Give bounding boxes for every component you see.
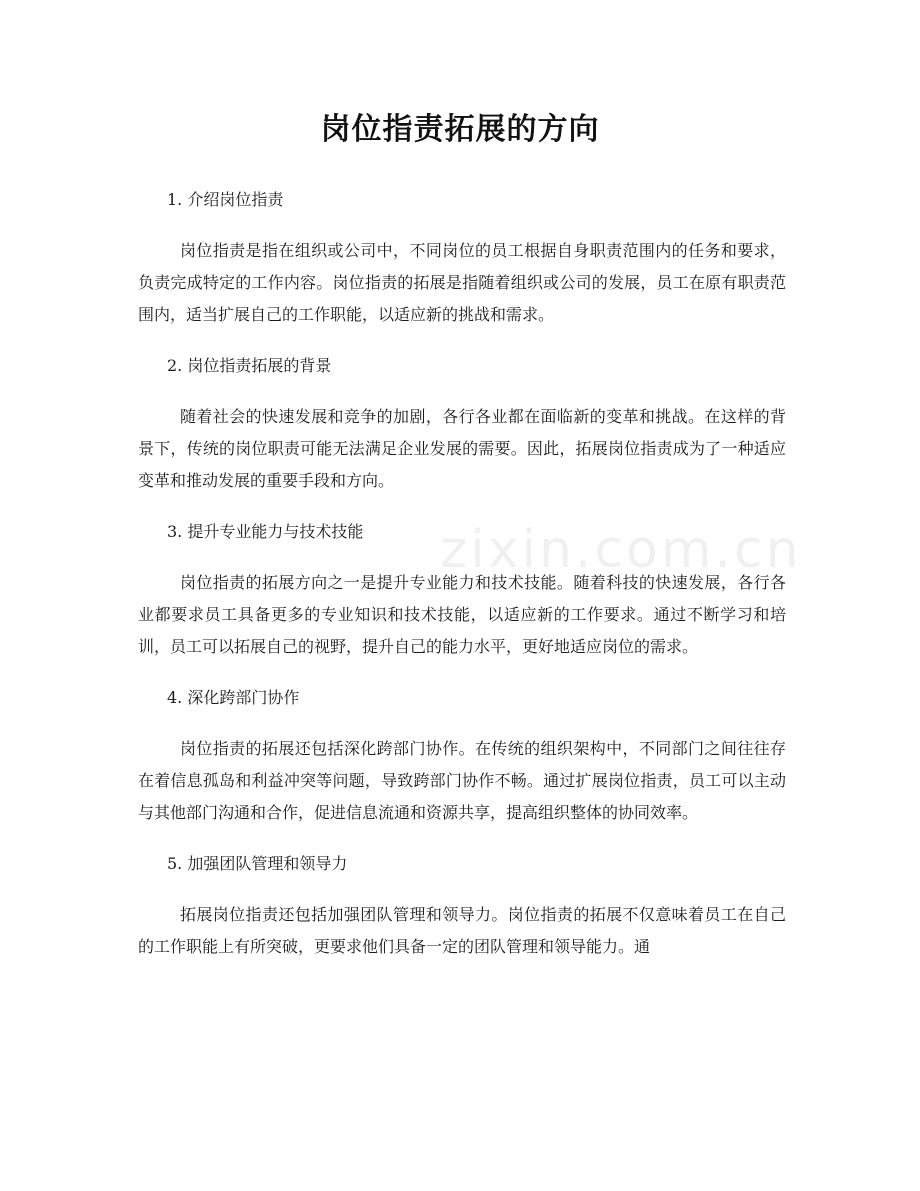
section-4 (138, 682, 786, 829)
section-5 (138, 848, 786, 963)
section-paragraph: 岗位指责的拓展还包括深化跨部门协作。在传统的组织架构中，不同部门之间往往存在着信息孤岛和利益冲突等问题，导致跨部门协作不畅。通过扩展岗位指责，员工可以主动与其他部门沟通和合作，促进信息流通和资源共享，提高组织整体的协同效率。 (138, 739, 786, 822)
section-heading: 4. 深化跨部门协作 (167, 688, 300, 707)
section-heading: 2. 岗位指责拓展的背景 (167, 356, 332, 375)
section-heading: 3. 提升专业能力与技术技能 (167, 522, 364, 541)
section-paragraph: 随着社会的快速发展和竞争的加剧，各行各业都在面临新的变革和挑战。在这样的背景下，传统的岗位职责可能无法满足企业发展的需要。因此，拓展岗位指责成为了一种适应变革和推动发展的重要手段和方向。 (138, 407, 786, 490)
section-1 (138, 184, 786, 331)
watermark: zixin.com.cn (440, 520, 802, 580)
section-2 (138, 350, 786, 497)
page-title: 岗位指责拓展的方向 (320, 112, 600, 147)
section-3 (138, 516, 786, 663)
document-body (138, 184, 786, 982)
section-paragraph: 拓展岗位指责还包括加强团队管理和领导力。岗位指责的拓展不仅意味着员工在自己的工作职能上有所突破，更要求他们具备一定的团队管理和领导能力。通 (138, 905, 786, 956)
section-paragraph: 岗位指责是指在组织或公司中，不同岗位的员工根据自身职责范围内的任务和要求，负责完成特定的工作内容。岗位指责的拓展是指随着组织或公司的发展，员工在原有职责范围内，适当扩展自己的工作职能，以适应新的挑战和需求。 (138, 241, 786, 324)
section-heading: 5. 加强团队管理和领导力 (167, 854, 348, 873)
section-paragraph: 岗位指责的拓展方向之一是提升专业能力和技术技能。随着科技的快速发展，各行各业都要求员工具备更多的专业知识和技术技能，以适应新的工作要求。通过不断学习和培训，员工可以拓展自己的视野，提升自己的能力水平，更好地适应岗位的需求。 (138, 573, 786, 656)
section-heading: 1. 介绍岗位指责 (167, 190, 284, 209)
